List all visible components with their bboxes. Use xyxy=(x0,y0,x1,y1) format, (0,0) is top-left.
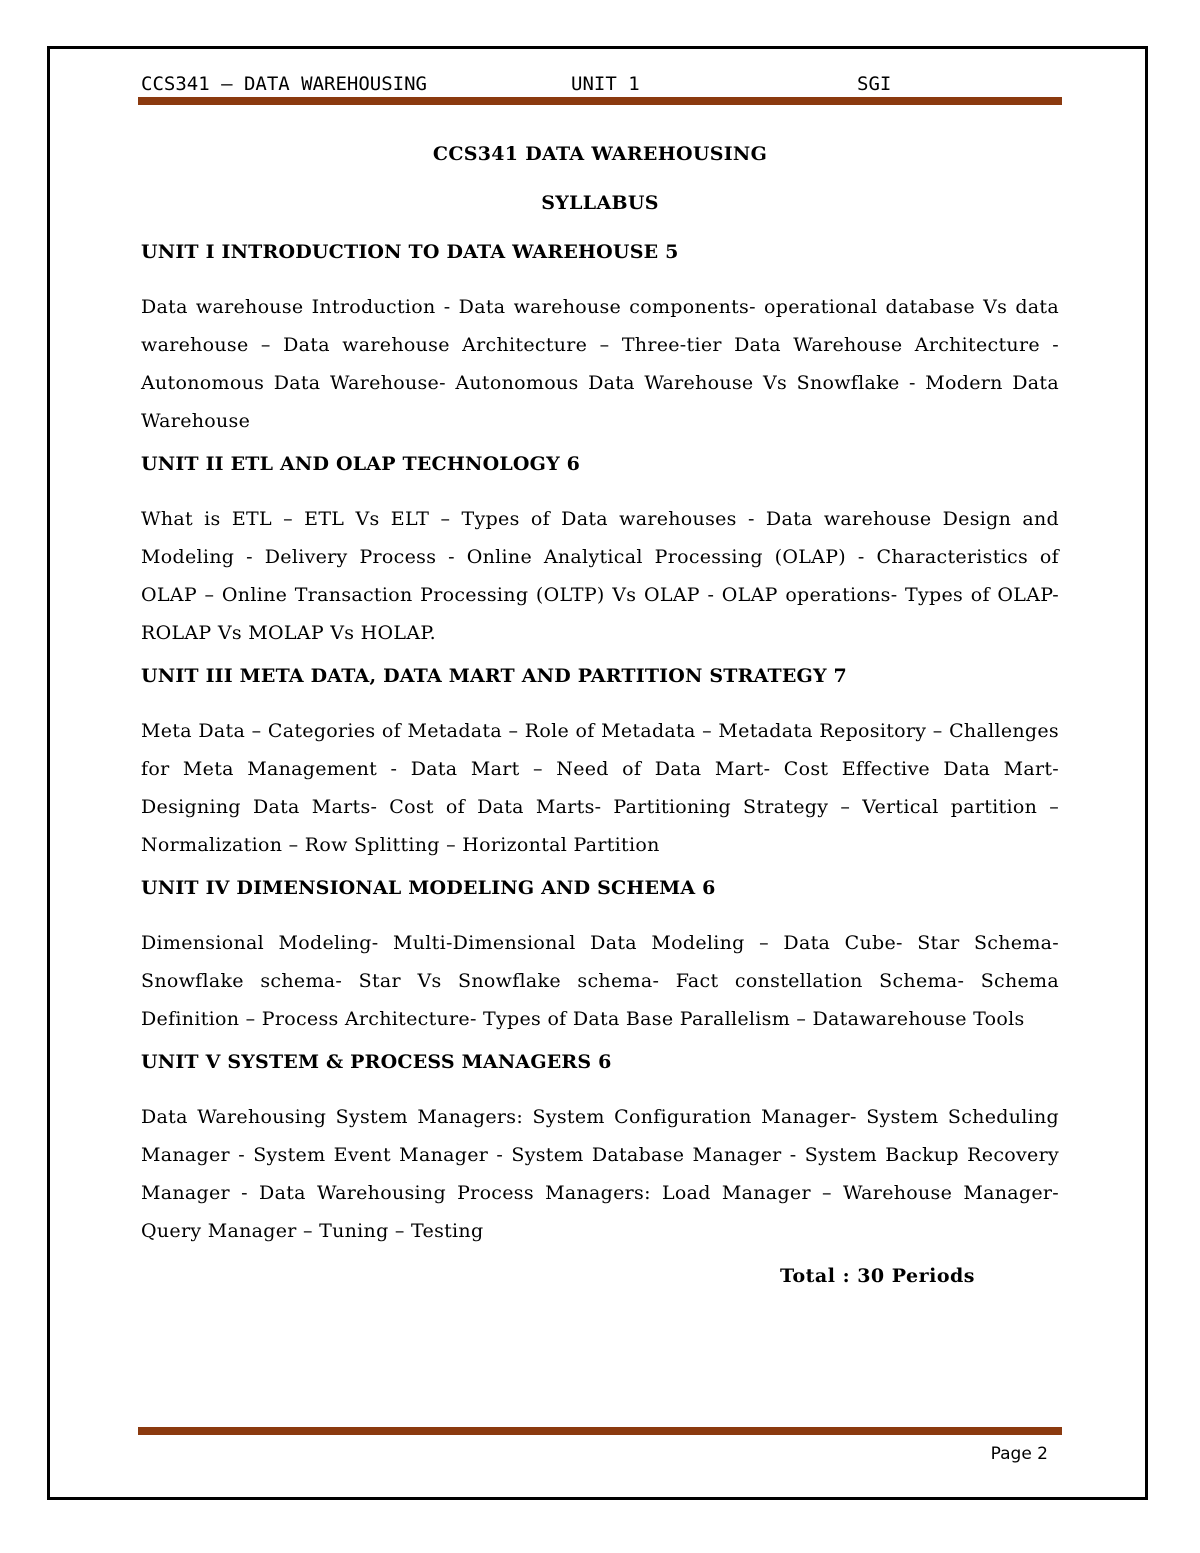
document-subtitle: SYLLABUS xyxy=(541,192,659,214)
footer-rule xyxy=(138,1427,1062,1435)
syllabus-content xyxy=(141,140,1059,1290)
unit-heading: UNIT V SYSTEM & PROCESS MANAGERS 6 xyxy=(141,1051,612,1073)
page-number: Page 2 xyxy=(990,1444,1048,1464)
document-title: CCS341 DATA WAREHOUSING xyxy=(432,143,768,165)
header-unit: UNIT 1 xyxy=(571,73,640,95)
header-institution: SGI xyxy=(857,73,892,95)
unit-description: Data warehouse Introduction - Data warehouse components- operational database Vs data warehouse – Data warehouse Architecture – Three-tier Data Warehouse Architecture - Autonomous Data Warehouse- Autonomous Data Warehouse Vs Snowflake - Modern Data Warehouse xyxy=(141,296,1059,432)
unit-description: What is ETL – ETL Vs ELT – Types of Data warehouses - Data warehouse Design and Modeling - Delivery Process - Online Analytical Processing (OLAP) - Characteristics of OLAP – Online Transaction Processing (OLTP) Vs OLAP - OLAP operations- Types of OLAP- ROLAP Vs MOLAP Vs HOLAP. xyxy=(141,508,1059,644)
unit-description: Dimensional Modeling- Multi-Dimensional Data Modeling – Data Cube- Star Schema- Snowflake schema- Star Vs Snowflake schema- Fact constellation Schema- Schema Definition – Process Architecture- Types of Data Base Parallelism – Datawarehouse Tools xyxy=(141,932,1059,1030)
header-rule xyxy=(138,97,1062,105)
page-header xyxy=(141,72,1061,96)
unit-heading: UNIT III META DATA, DATA MART AND PARTITION STRATEGY 7 xyxy=(141,665,847,687)
unit-heading: UNIT II ETL AND OLAP TECHNOLOGY 6 xyxy=(141,453,581,475)
header-course: CCS341 – DATA WAREHOUSING xyxy=(141,73,427,95)
unit-description: Data Warehousing System Managers: System Configuration Manager- System Scheduling Manager - System Event Manager - System Database Manager - System Backup Recovery Manager - Data Warehousing Process Managers: Load Manager – Warehouse Manager- Query Manager – Tuning – Testing xyxy=(141,1106,1059,1242)
unit-heading: UNIT I INTRODUCTION TO DATA WAREHOUSE 5 xyxy=(141,241,679,263)
total-periods: Total : 30 Periods xyxy=(780,1265,975,1287)
unit-description: Meta Data – Categories of Metadata – Role of Metadata – Metadata Repository – Challenges for Meta Management - Data Mart – Need of Data Mart- Cost Effective Data Mart- Designing Data Marts- Cost of Data Marts- Partitioning Strategy – Vertical partition – Normalization – Row Splitting – Horizontal Partition xyxy=(141,720,1059,856)
unit-heading: UNIT IV DIMENSIONAL MODELING AND SCHEMA 6 xyxy=(141,877,716,899)
